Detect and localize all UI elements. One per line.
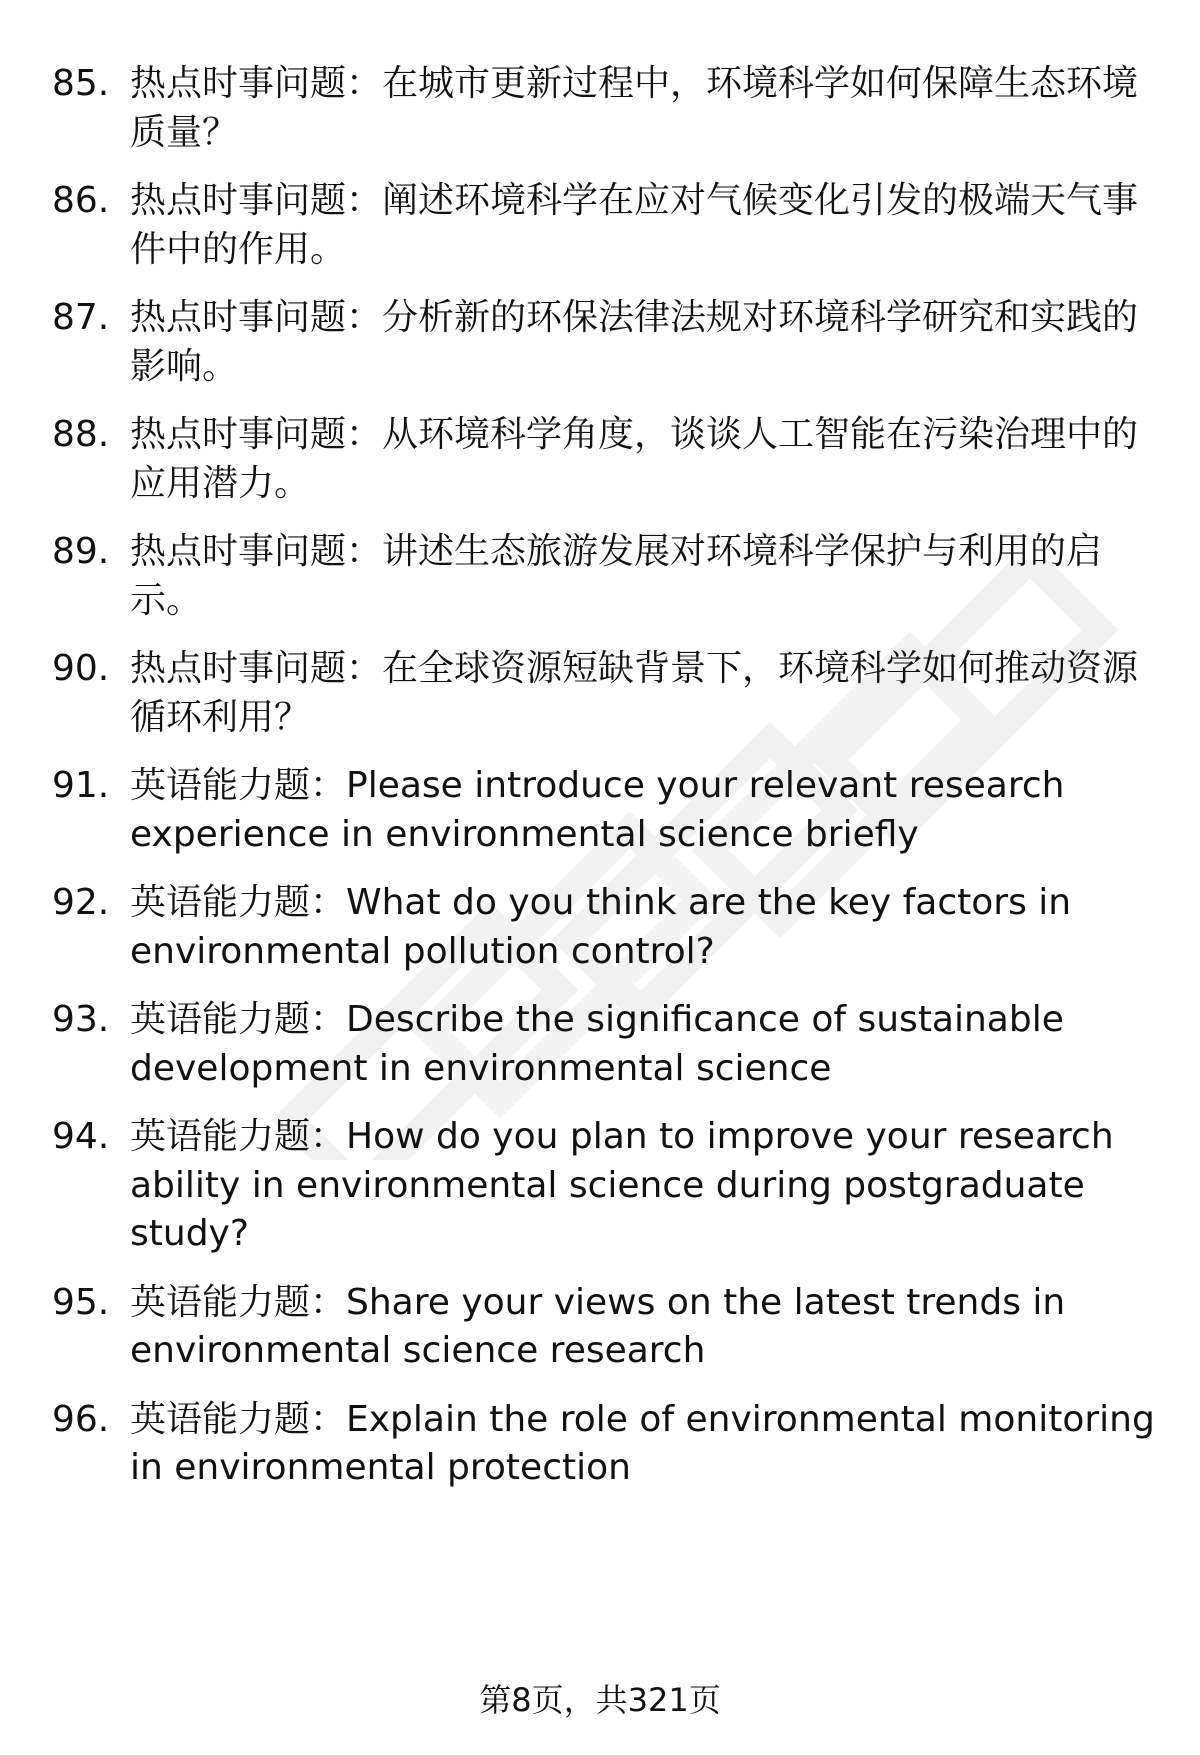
question-item — [52, 528, 1162, 625]
question-text: 英语能力题：What do you think are the key factors in environmental pollution control? — [130, 882, 1072, 972]
question-item — [52, 879, 1162, 976]
question-number: 96. — [52, 1398, 110, 1440]
question-text: 热点时事问题：从环境科学角度，谈谈人工智能在污染治理中的应用潜力。 — [130, 414, 1139, 504]
question-number: 95. — [52, 1281, 110, 1323]
question-text: 英语能力题：Describe the significance of sustainable development in environmental science — [130, 999, 1064, 1089]
question-number: 93. — [52, 999, 110, 1040]
question-item — [52, 762, 1162, 859]
question-item — [52, 996, 1162, 1093]
question-text: 热点时事问题：讲述生态旅游发展对环境科学保护与利用的启示。 — [130, 531, 1103, 621]
question-number: 90. — [52, 648, 110, 689]
question-text: 英语能力题：Please introduce your relevant research experience in environmental science briefly — [130, 765, 1065, 855]
question-number: 88. — [52, 414, 110, 455]
question-list — [52, 60, 1162, 1493]
question-number: 91. — [52, 765, 110, 806]
question-number: 89. — [52, 531, 110, 572]
question-text: 英语能力题：Explain the role of environmental monitoring in environmental protection — [130, 1398, 1155, 1488]
question-text: 英语能力题：Share your views on the latest trends in environmental science research — [130, 1281, 1066, 1371]
question-item — [52, 1113, 1162, 1259]
question-item — [52, 411, 1162, 508]
question-item — [52, 1396, 1162, 1493]
question-number: 87. — [52, 297, 110, 338]
question-text: 热点时事问题：在城市更新过程中，环境科学如何保障生态环境质量？ — [130, 63, 1139, 153]
question-text: 热点时事问题：分析新的环保法律法规对环境科学研究和实践的影响。 — [130, 297, 1139, 387]
question-text: 热点时事问题：在全球资源短缺背景下，环境科学如何推动资源循环利用？ — [130, 648, 1139, 738]
question-text: 英语能力题：How do you plan to improve your research ability in environmental science during postgraduate study? — [130, 1116, 1114, 1254]
question-item — [52, 645, 1162, 742]
question-number: 86. — [52, 180, 110, 221]
question-number: 92. — [52, 882, 110, 923]
question-item — [52, 294, 1162, 391]
question-item — [52, 60, 1162, 157]
question-text: 热点时事问题：阐述环境科学在应对气候变化引发的极端天气事件中的作用。 — [130, 180, 1139, 270]
question-item — [52, 1279, 1162, 1376]
question-item — [52, 177, 1162, 274]
question-number: 94. — [52, 1116, 110, 1157]
question-number: 85. — [52, 63, 110, 104]
page-footer: 第8页，共321页 — [479, 1681, 721, 1719]
